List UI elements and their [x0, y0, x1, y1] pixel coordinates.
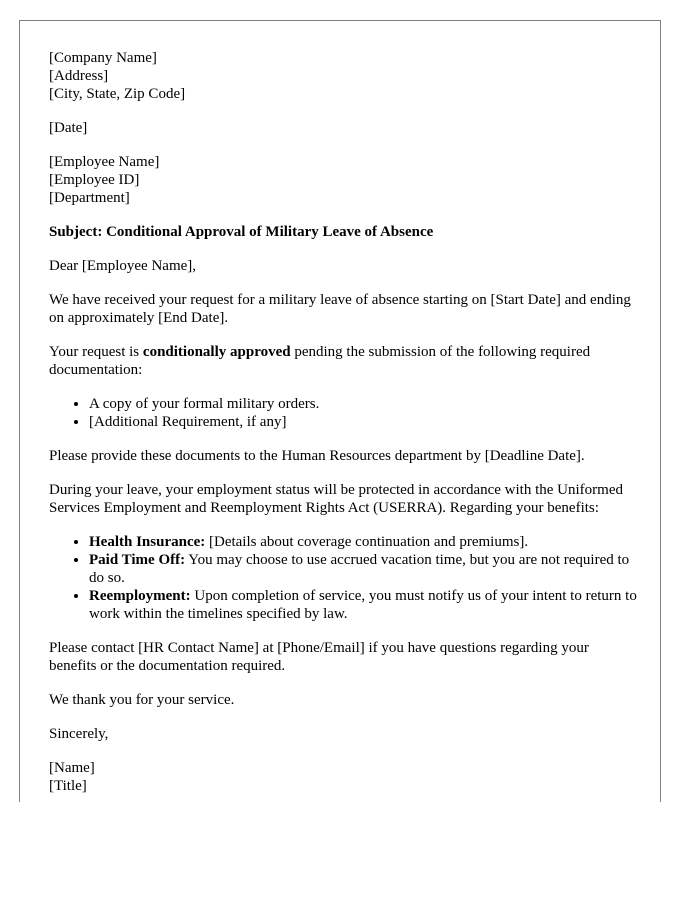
paragraph-provide: Please provide these documents to the Human Resources department by [Deadline Date].	[49, 448, 585, 464]
letter-page	[19, 20, 661, 802]
list-item	[89, 551, 639, 587]
benefit-label: Health Insurance:	[89, 534, 206, 550]
paragraph-thanks: We thank you for your service.	[49, 692, 235, 708]
benefit-text: [Details about coverage continuation and premiums].	[205, 534, 529, 550]
letter-date: [Date]	[49, 120, 88, 136]
company-city-state-zip: [City, State, Zip Code]	[49, 86, 186, 102]
paragraph-approval	[49, 343, 639, 379]
paragraph-status: During your leave, your employment status will be protected in accordance with the Uniformed Services Employment and Reemployment Rights Act (USERRA). Regarding your benefits:	[49, 482, 623, 516]
recipient-block	[49, 153, 639, 207]
signature-name: [Name]	[49, 760, 95, 776]
approval-suffix: pending the submission of the following required documentation:	[49, 344, 591, 378]
approval-emphasis: conditionally approved	[142, 344, 291, 360]
list-item: • A copy of your formal military orders.	[89, 395, 639, 413]
paragraph-contact: Please contact [HR Contact Name] at [Phone/Email] if you have questions regarding your benefits or the documentation required.	[49, 640, 589, 674]
list-item	[89, 533, 639, 551]
benefit-text: Upon completion of service, you must notify us of your intent to return to work within the timelines specified by law.	[89, 588, 637, 622]
subject-line	[49, 223, 639, 241]
signature-title: [Title]	[49, 778, 87, 794]
letter-body	[49, 49, 639, 802]
subject-text: Subject: Conditional Approval of Military Leave of Absence	[49, 224, 434, 240]
salutation: Dear [Employee Name],	[49, 258, 197, 274]
list-item: • [Additional Requirement, if any]	[89, 413, 639, 431]
approval-prefix: Your request is	[49, 344, 143, 360]
company-address: [Address]	[49, 68, 109, 84]
benefit-text: You may choose to use accrued vacation time, but you are not required to do so.	[89, 552, 630, 586]
sender-block	[49, 49, 639, 103]
list-item	[89, 587, 639, 623]
benefits-list	[49, 533, 639, 623]
closing: Sincerely,	[49, 726, 109, 742]
signature-block	[49, 759, 639, 795]
paragraph-received: We have received your request for a military leave of absence starting on [Start Date] and ending on approximately [End Date].	[49, 292, 631, 326]
date-block	[49, 119, 639, 137]
benefit-label: Reemployment:	[89, 588, 191, 604]
employee-name: [Employee Name]	[49, 154, 160, 170]
company-name: [Company Name]	[49, 50, 157, 66]
employee-id: [Employee ID]	[49, 172, 140, 188]
required-documents-list	[49, 395, 639, 431]
employee-department: [Department]	[49, 190, 130, 206]
benefit-label: Paid Time Off:	[89, 552, 186, 568]
